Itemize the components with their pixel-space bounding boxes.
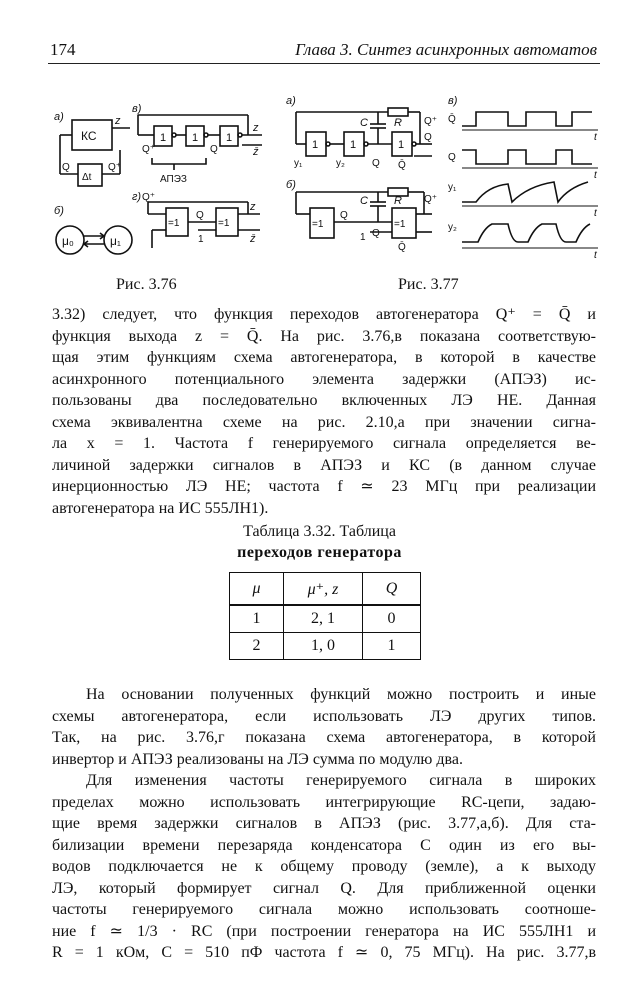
svg-text:1: 1	[398, 139, 405, 151]
svg-text:1: 1	[312, 139, 319, 151]
text-line: ла x = 1. Частота f генерируемого сигнала определяется ве-	[52, 435, 596, 452]
text-line: частоты генерируемого сигнала можно использовать соотноше-	[52, 901, 596, 918]
svg-text:Q: Q	[196, 210, 204, 221]
table-row	[230, 605, 421, 633]
svg-text:=1: =1	[312, 219, 324, 230]
svg-text:y₂: y₂	[336, 158, 345, 169]
svg-text:Q: Q	[340, 210, 348, 221]
text-line: пределах можно использовать интегрирующие RC-цепи, задаю-	[52, 793, 596, 811]
text-line: На основании полученных функций можно построить и иные	[86, 686, 596, 703]
fig77-label-a: а)	[286, 95, 296, 107]
table-row	[230, 633, 421, 660]
svg-text:Q⁺: Q⁺	[142, 144, 156, 155]
fig77-qbar-waveform	[462, 112, 592, 126]
page-number: 174	[50, 40, 76, 59]
running-title: Глава 3. Синтез асинхронных автоматов	[295, 40, 597, 59]
svg-text:1: 1	[192, 132, 199, 144]
paragraph-2	[52, 684, 596, 770]
figure-3-76-caption: Рис. 3.76	[116, 276, 177, 293]
text-line: ЛЭ, который формирует сигнал Q. Для приближенной оценки	[52, 879, 596, 897]
paragraph-1	[52, 304, 596, 519]
svg-text:Q⁺: Q⁺	[108, 162, 122, 173]
svg-text:t: t	[594, 208, 597, 219]
fig76-dt-label: Δt	[82, 172, 92, 183]
svg-text:Q̄: Q̄	[398, 160, 406, 171]
text-line: автогенератора на ИС 555ЛН1).	[52, 499, 269, 517]
fig76-label-a: а)	[54, 111, 64, 123]
svg-text:1: 1	[198, 234, 204, 245]
svg-text:Q̄: Q̄	[398, 242, 406, 253]
fig76-label-b: б)	[54, 205, 64, 217]
svg-text:C: C	[360, 117, 368, 129]
svg-text:R: R	[394, 195, 402, 207]
table-cell: 1	[363, 633, 421, 660]
svg-text:=1: =1	[168, 218, 180, 229]
svg-text:C: C	[360, 195, 368, 207]
text-line: водов подключается не к общему проводу (земле), а к выходу	[52, 858, 596, 875]
svg-text:Q: Q	[448, 152, 456, 163]
svg-text:=1: =1	[218, 218, 230, 229]
text-line: асинхронного потенциального элемента задержки (АПЭЗ) ис-	[52, 370, 596, 388]
svg-text:Q⁺: Q⁺	[142, 192, 156, 203]
svg-text:y₂: y₂	[448, 222, 457, 233]
text-line: 3.32) следует, что функция переходов автогенератора Q⁺ = Q̄ и	[52, 306, 596, 323]
table-cell: 0	[363, 605, 421, 633]
svg-text:y₁: y₁	[294, 158, 303, 169]
fig77-q-waveform	[462, 150, 592, 164]
text-line: билизации времени перезаряда конденсатора C один из его вы-	[52, 836, 596, 854]
fig76-label-v: в)	[132, 103, 142, 115]
svg-text:t: t	[594, 250, 597, 261]
svg-text:1: 1	[360, 232, 366, 243]
svg-text:t: t	[594, 170, 597, 181]
fig77-y2-waveform	[462, 224, 590, 242]
table-title-line-2: переходов генератора	[237, 544, 402, 561]
text-line: схема эквивалентна схеме на рис. 2.10,а при значении сигна-	[52, 413, 596, 431]
transition-table	[229, 572, 421, 660]
text-line: инвертор и АПЭЗ реализованы на ЛЭ сумма по модулю два.	[52, 750, 463, 768]
figure-3-77	[286, 95, 598, 261]
svg-text:z: z	[250, 201, 256, 213]
text-line: ние f ≃ 1/3 · RC (при построении генератора на ИС 555ЛН1 и	[52, 922, 596, 940]
table-header-cell: Q	[363, 573, 421, 606]
text-line: схемы автогенератора, если использовать ЛЭ других типов.	[52, 707, 596, 725]
text-line: пользованы два последовательно включенных ЛЭ НЕ. Данная	[52, 392, 596, 409]
svg-text:Q̄: Q̄	[448, 114, 456, 125]
fig76-ks-label: КС	[81, 129, 97, 143]
svg-text:1: 1	[350, 139, 357, 151]
svg-text:Q: Q	[372, 158, 380, 169]
table-title	[0, 521, 639, 563]
fig76-apez-label: АПЭЗ	[160, 174, 187, 185]
svg-text:=1: =1	[394, 219, 406, 230]
svg-text:1: 1	[160, 132, 167, 144]
svg-text:Q: Q	[62, 162, 70, 173]
svg-text:Q⁺: Q⁺	[424, 194, 438, 205]
svg-text:z̄: z̄	[253, 146, 259, 158]
fig76-z-out: z	[115, 115, 121, 127]
text-line: R = 1 кОм, C = 510 пФ частота f ≃ 0, 75 МГц). На рис. 3.77,в	[52, 944, 596, 961]
fig77a-resistor	[388, 108, 408, 116]
svg-text:t: t	[594, 132, 597, 143]
svg-text:R: R	[394, 117, 402, 129]
table-cell: 2	[230, 633, 284, 660]
fig77-label-v: в)	[448, 95, 458, 107]
figures-3-76-3-77	[48, 90, 603, 280]
table-header-cell: μ⁺, z	[284, 573, 363, 606]
svg-text:z: z	[253, 122, 259, 134]
figure-3-76	[54, 103, 262, 254]
table-header-cell: μ	[230, 573, 284, 606]
text-line: Для изменения частоты генерируемого сигнала в широких	[86, 772, 596, 789]
svg-text:z̄: z̄	[250, 233, 256, 245]
text-line: личиной задержки сигналов в АПЭЗ и КС (в данном случае	[52, 456, 596, 474]
svg-text:μ₀: μ₀	[62, 234, 74, 248]
fig76-label-g: г)	[132, 191, 142, 203]
svg-text:Q⁺: Q⁺	[424, 116, 438, 127]
header-rule	[48, 63, 600, 64]
fig77-label-b: б)	[286, 179, 296, 191]
svg-text:y₁: y₁	[448, 182, 457, 193]
table-cell: 2, 1	[284, 605, 363, 633]
table-cell: 1	[230, 605, 284, 633]
svg-text:1: 1	[226, 132, 233, 144]
table-cell: 1, 0	[284, 633, 363, 660]
svg-text:μ₁: μ₁	[110, 234, 121, 248]
table-header-row	[230, 573, 421, 606]
svg-text:Q: Q	[424, 132, 432, 143]
paragraph-3	[52, 770, 596, 964]
text-line: Так, на рис. 3.76,г показана схема автогенератора, в которой	[52, 729, 596, 746]
fig77-y1-waveform	[462, 182, 588, 202]
table-title-line-1: Таблица 3.32. Таблица	[243, 523, 396, 540]
text-line: функция выхода z = Q̄. На рис. 3.76,в показана соответствую-	[52, 327, 596, 345]
figure-3-77-caption: Рис. 3.77	[398, 276, 459, 293]
svg-text:Q: Q	[372, 228, 380, 239]
text-line: инерционностью ЛЭ НЕ; частота f ≃ 23 МГц при реализации	[52, 478, 596, 495]
text-line: щие время задержки сигналов в АПЭЗ (рис. 3.77,а,б). Для ста-	[52, 815, 596, 832]
svg-text:Q: Q	[210, 144, 218, 155]
text-line: щая этим функциям схема автогенератора, в которой в качестве	[52, 349, 596, 366]
